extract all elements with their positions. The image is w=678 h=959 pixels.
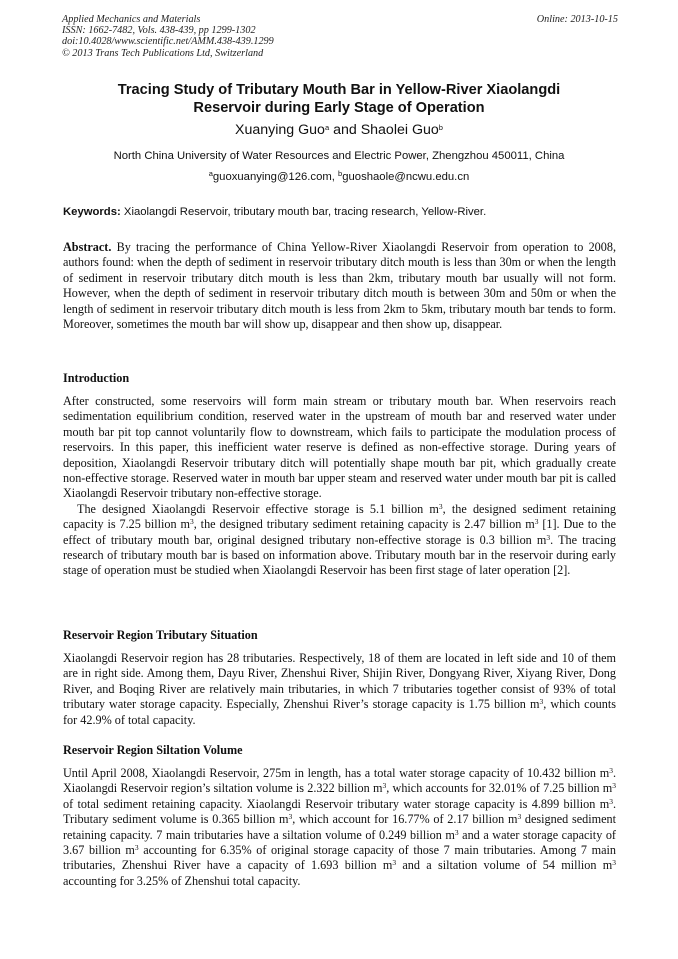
cubic-superscript: 3 <box>539 697 544 707</box>
siltation-part-i: accounting for 6.35% of original storage capacity of those 7 main tributaries. Among 7 main tributaries, Zhenshui River have a capacity of 1.693 billion m <box>63 843 616 873</box>
siltation-part-e: . Tributary sediment volume is 0.365 billion m <box>63 796 616 827</box>
author-2: Shaolei Guo <box>360 122 439 138</box>
siltation-part-f: , which account for 16.77% of 2.17 billion m <box>292 812 518 827</box>
siltation-section <box>63 766 616 889</box>
journal-metadata <box>62 14 618 59</box>
siltation-heading: Reservoir Region Siltation Volume <box>63 743 243 757</box>
author-1-affil-mark: a <box>324 123 330 132</box>
doi-line: doi:10.4028/www.scientific.net/AMM.438-439.1299 <box>62 36 274 48</box>
introduction-paragraph-1: After constructed, some reservoirs will form main stream or tributary mouth bar. When reservoirs reach sedimentation equilibrium condition, reserved water in the upstream of mouth bar and reserved water under mouth bar pit top cannot voluntarily flow to downstream, which fails to participate the modulation process of reservoirs. In this paper, this inefficient water reserve is defined as non-effective storage. During years of deposition, Xiaolangdi Reservoir tributary ditch will potentially shape mouth bar pit, which gradually create non-effective storage. Reserved water in mouth bar upper steam and reserved water under mouth bar pit is called Xiaolangdi Reservoir tributary non-effective storage. <box>63 394 616 501</box>
tributary-heading: Reservoir Region Tributary Situation <box>63 628 258 642</box>
cubic-superscript: 3 <box>454 827 459 837</box>
email-a[interactable]: guoxuanying@126.com, <box>212 171 339 183</box>
author-1: Xuanying Guo <box>235 122 325 138</box>
keywords-text: Xiaolangdi Reservoir, tributary mouth bar, tracing research, Yellow-River. <box>120 206 487 218</box>
abstract-label: Abstract. <box>63 240 112 254</box>
cubic-superscript: 3 <box>534 517 539 527</box>
journal-name: Applied Mechanics and Materials <box>62 14 201 25</box>
email-b-mark: b <box>338 169 343 178</box>
siltation-part-b: . Xiaolangdi Reservoir region’s siltation volume is 2.322 billion m <box>63 766 616 796</box>
siltation-part-g: designed sediment retaining capacity. 7 main tributaries have a siltation volume of 0.249 billion m <box>63 812 616 842</box>
siltation-part-h: and a water storage capacity of 3.67 billion m <box>63 827 616 858</box>
cubic-superscript: 3 <box>189 517 194 527</box>
introduction-section <box>63 394 616 579</box>
siltation-part-c: , which accounts for 32.01% of 7.25 billion m <box>386 781 613 796</box>
paper-title <box>40 81 638 117</box>
author-list <box>40 121 638 139</box>
cubic-superscript: 3 <box>392 858 397 868</box>
intro-p2-part-c: , the designed tributary sediment retaining capacity is 2.47 billion m <box>193 517 535 532</box>
introduction-heading: Introduction <box>63 371 130 385</box>
cubic-superscript: 3 <box>609 766 613 775</box>
cubic-superscript: 3 <box>546 532 551 542</box>
copyright-line: © 2013 Trans Tech Publications Ltd, Switzerland <box>62 47 264 59</box>
abstract <box>63 240 616 332</box>
email-b[interactable]: guoshaole@ncwu.edu.cn <box>342 171 470 183</box>
intro-p2-part-b: , the designed sediment retaining capacity is 7.25 billion m <box>63 501 616 532</box>
keywords <box>63 205 616 220</box>
author-emails <box>40 170 638 185</box>
siltation-part-k: accounting for 3.25% of Zhenshui total capacity. <box>63 873 301 888</box>
siltation-part-a: Until April 2008, Xiaolangdi Reservoir, 275m in length, has a total water storage capacity of 10.432 billion m <box>63 766 610 780</box>
intro-p2-part-a: The designed Xiaolangdi Reservoir effective storage is 5.1 billion m <box>77 501 439 516</box>
cubic-superscript: 3 <box>288 812 293 822</box>
affiliation: North China University of Water Resources and Electric Power, Zhengzhou 450011, China <box>113 150 565 162</box>
abstract-text: By tracing the performance of China Yellow-River Xiaolangdi Reservoir from operation to 2008, authors found: when the depth of sediment in reservoir tributary ditch mouth is less than 30m or when the length of sediment in reservoir tributary ditch mouth is less than 2km, tributary mouth bar usually will not form. However, when the depth of sediment in reservoir tributary ditch mouth is between 30m and 50m or when the length of sediment in reservoir tributary ditch mouth is less from 2km to 5km, tributary mouth bar tends to form. Moreover, sometimes the mouth bar will show up, disappear and then show up, disappear. <box>63 240 616 332</box>
cubic-superscript: 3 <box>438 501 443 511</box>
tributary-paragraph <box>63 651 616 728</box>
introduction-paragraph-2 <box>63 502 616 579</box>
cubic-superscript: 3 <box>612 781 616 791</box>
title-line-2: Reservoir during Early Stage of Operation <box>193 100 485 116</box>
siltation-part-j: and a siltation volume of 54 million m <box>396 858 613 873</box>
title-line-1: Tracing Study of Tributary Mouth Bar in Yellow-River Xiaolangdi <box>117 82 561 98</box>
siltation-paragraph <box>63 766 616 889</box>
author-2-affil-mark: b <box>438 123 443 132</box>
email-a-mark: a <box>208 169 213 178</box>
intro-p2-part-d: [1]. Due to the effect of tributary mouth bar, original designed tributary non-effective storage is 0.3 billion m <box>63 517 616 547</box>
cubic-superscript: 3 <box>609 796 613 806</box>
online-date: Online: 2013-10-15 <box>536 14 618 25</box>
cubic-superscript: 3 <box>612 858 616 868</box>
keywords-label: Keywords: <box>63 206 121 218</box>
cubic-superscript: 3 <box>517 812 522 822</box>
cubic-superscript: 3 <box>134 843 139 853</box>
intro-p2-part-e: . The tracing research of tributary mouth bar is based on information above. Tributary mouth bar in the reservoir during early stage of operation must be studied when Xiaolangdi Reservoir has been first stage of later operation [2]. <box>63 532 616 578</box>
cubic-superscript: 3 <box>382 781 387 791</box>
issn-line: ISSN: 1662-7482, Vols. 438-439, pp 1299-1302 <box>62 25 256 37</box>
tributary-p1-part-b: , which counts for 42.9% of total capacity. <box>63 697 616 727</box>
siltation-part-d: of total sediment retaining capacity. Xiaolangdi Reservoir tributary water storage capacity is 4.899 billion m <box>63 796 610 811</box>
author-conjunction: and <box>329 122 361 138</box>
tributary-p1-part-a: Xiaolangdi Reservoir region has 28 tributaries. Respectively, 18 of them are located in left side and 10 of them are in right side. Among them, Dayu River, Zhenshui River, Shijin River, Dongyang River, Xiyang River, Dong River, and Boqing River are relatively main tributaries, in which 7 tributaries together consist of 93% of total tributary water storage capacity. Especially, Zhenshui River’s storage capacity is 1.75 billion m <box>63 651 616 712</box>
tributary-section <box>63 651 616 728</box>
